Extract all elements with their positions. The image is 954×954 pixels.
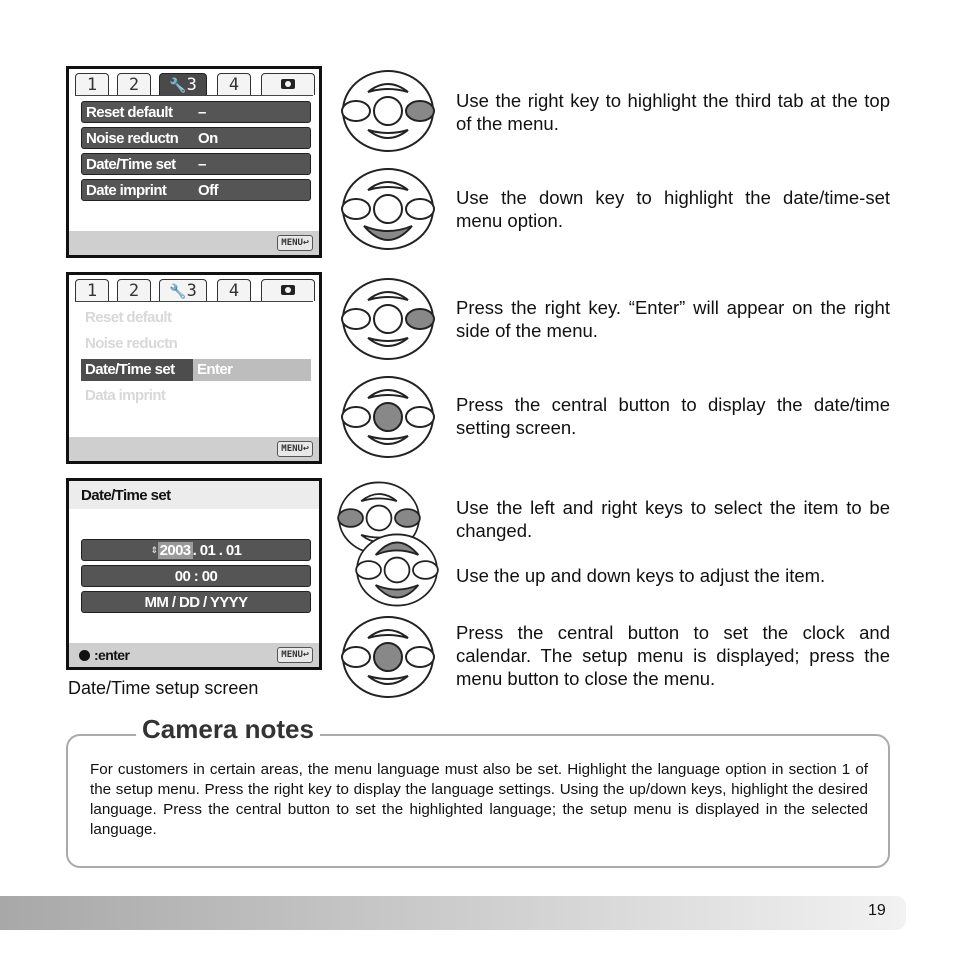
tab-divider [75,95,313,96]
tab-3-label: 3 [186,281,197,301]
menu-badge-label: MENU [281,650,303,660]
up-down-arrows-icon: ⇕ [150,545,158,555]
camera-icon [281,285,295,295]
page-footer-bar [0,896,906,930]
enter-hint [79,647,129,663]
menu-row-date-time-set[interactable] [81,153,311,175]
row-label: Noise reductn [85,335,178,352]
step-4-text: Press the central button to display the date/time setting screen. [456,394,890,438]
row-label: Reset default [86,104,173,121]
return-icon: ↩ [302,237,309,248]
time-value: 00 : 00 [174,568,218,585]
menu-row-noise-reduction [81,333,311,355]
tab-2[interactable]: 2 [117,73,151,95]
center-button-icon [79,650,90,661]
camera-notes-title: Camera notes [136,714,320,745]
menu-row-reset-default[interactable] [81,101,311,123]
row-value: On [198,130,218,147]
date-field[interactable] [81,539,311,561]
tab-1[interactable]: 1 [75,73,109,95]
controller-center-button-icon [340,612,436,702]
tab-1[interactable]: 1 [75,279,109,301]
menu-badge-label: MENU [281,444,303,454]
menu-tabs [75,73,317,97]
year-value[interactable]: 2003 [159,542,191,559]
menu-screen-enter [66,272,322,464]
camera-notes-body: For customers in certain areas, the menu language must also be set. Highlight the language option in section 1 of the setup menu. Press the right key to display the language settings. Using the up/down keys, highlight the desired language. Press the central button to set the highlighted language; the setup menu is displayed in the selected language. [90,761,868,838]
menu-row-data-imprint [81,385,311,407]
menu-button-badge [277,235,313,251]
menu-row-date-time-set[interactable] [81,359,311,381]
return-icon: ↩ [302,443,309,454]
controller-down-key-icon [340,164,436,254]
date-format-field[interactable] [81,591,311,613]
tab-camera[interactable] [261,73,315,95]
screen-caption: Date/Time setup screen [68,678,259,698]
tab-3-label: 3 [186,75,197,95]
menu-button-badge [277,441,313,457]
screen-title: Date/Time set [81,487,171,504]
controller-up-down-keys-icon [354,530,440,610]
return-icon: ↩ [302,649,309,660]
row-label: Date/Time set [86,156,176,173]
controller-right-key-icon [340,274,436,364]
step-5-text: Use the left and right keys to select the item to be changed. [456,497,890,541]
menu-screen-tab3 [66,66,322,258]
wrench-icon: 🔧 [169,78,187,94]
tab-2[interactable]: 2 [117,279,151,301]
page-number: 19 [868,902,886,919]
menu-row-noise-reduction[interactable] [81,127,311,149]
enter-hint-label: :enter [94,647,130,663]
month-day-value: . 01 . 01 [192,542,242,559]
controller-right-key-icon [340,66,436,156]
tab-4[interactable]: 4 [217,73,251,95]
menu-tabs [75,279,317,303]
tab-3[interactable] [159,73,207,95]
row-value: – [198,156,206,173]
time-field[interactable] [81,565,311,587]
step-6-text: Use the up and down keys to adjust the item. [456,565,826,586]
step-1-text: Use the right key to highlight the third tab at the top of the menu. [456,90,890,134]
step-2-text: Use the down key to highlight the date/time-set menu option. [456,187,890,231]
menu-button-badge [277,647,313,663]
row-label: Noise reductn [86,130,179,147]
menu-row-date-imprint[interactable] [81,179,311,201]
controller-center-button-icon [340,372,436,462]
date-time-setup-screen [66,478,322,670]
date-format-value: MM / DD / YYYY [144,594,248,611]
row-value: Off [198,182,218,199]
row-label: Date/Time set [85,361,175,378]
enter-value: Enter [197,361,233,378]
row-label: Reset default [85,309,172,326]
menu-badge-label: MENU [281,238,303,248]
tab-divider [75,301,313,302]
tab-camera[interactable] [261,279,315,301]
tab-3[interactable] [159,279,207,301]
step-3-text: Press the right key. “Enter” will appear on the right side of the menu. [456,297,890,341]
tab-4[interactable]: 4 [217,279,251,301]
wrench-icon: 🔧 [169,284,187,300]
menu-row-reset-default [81,307,311,329]
row-label: Date imprint [86,182,167,199]
step-7-text: Press the central button to set the clock and calendar. The setup menu is displayed; press the menu button to close the menu. [456,622,890,689]
row-label: Data imprint [85,387,166,404]
camera-icon [281,79,295,89]
row-value: – [198,104,206,121]
